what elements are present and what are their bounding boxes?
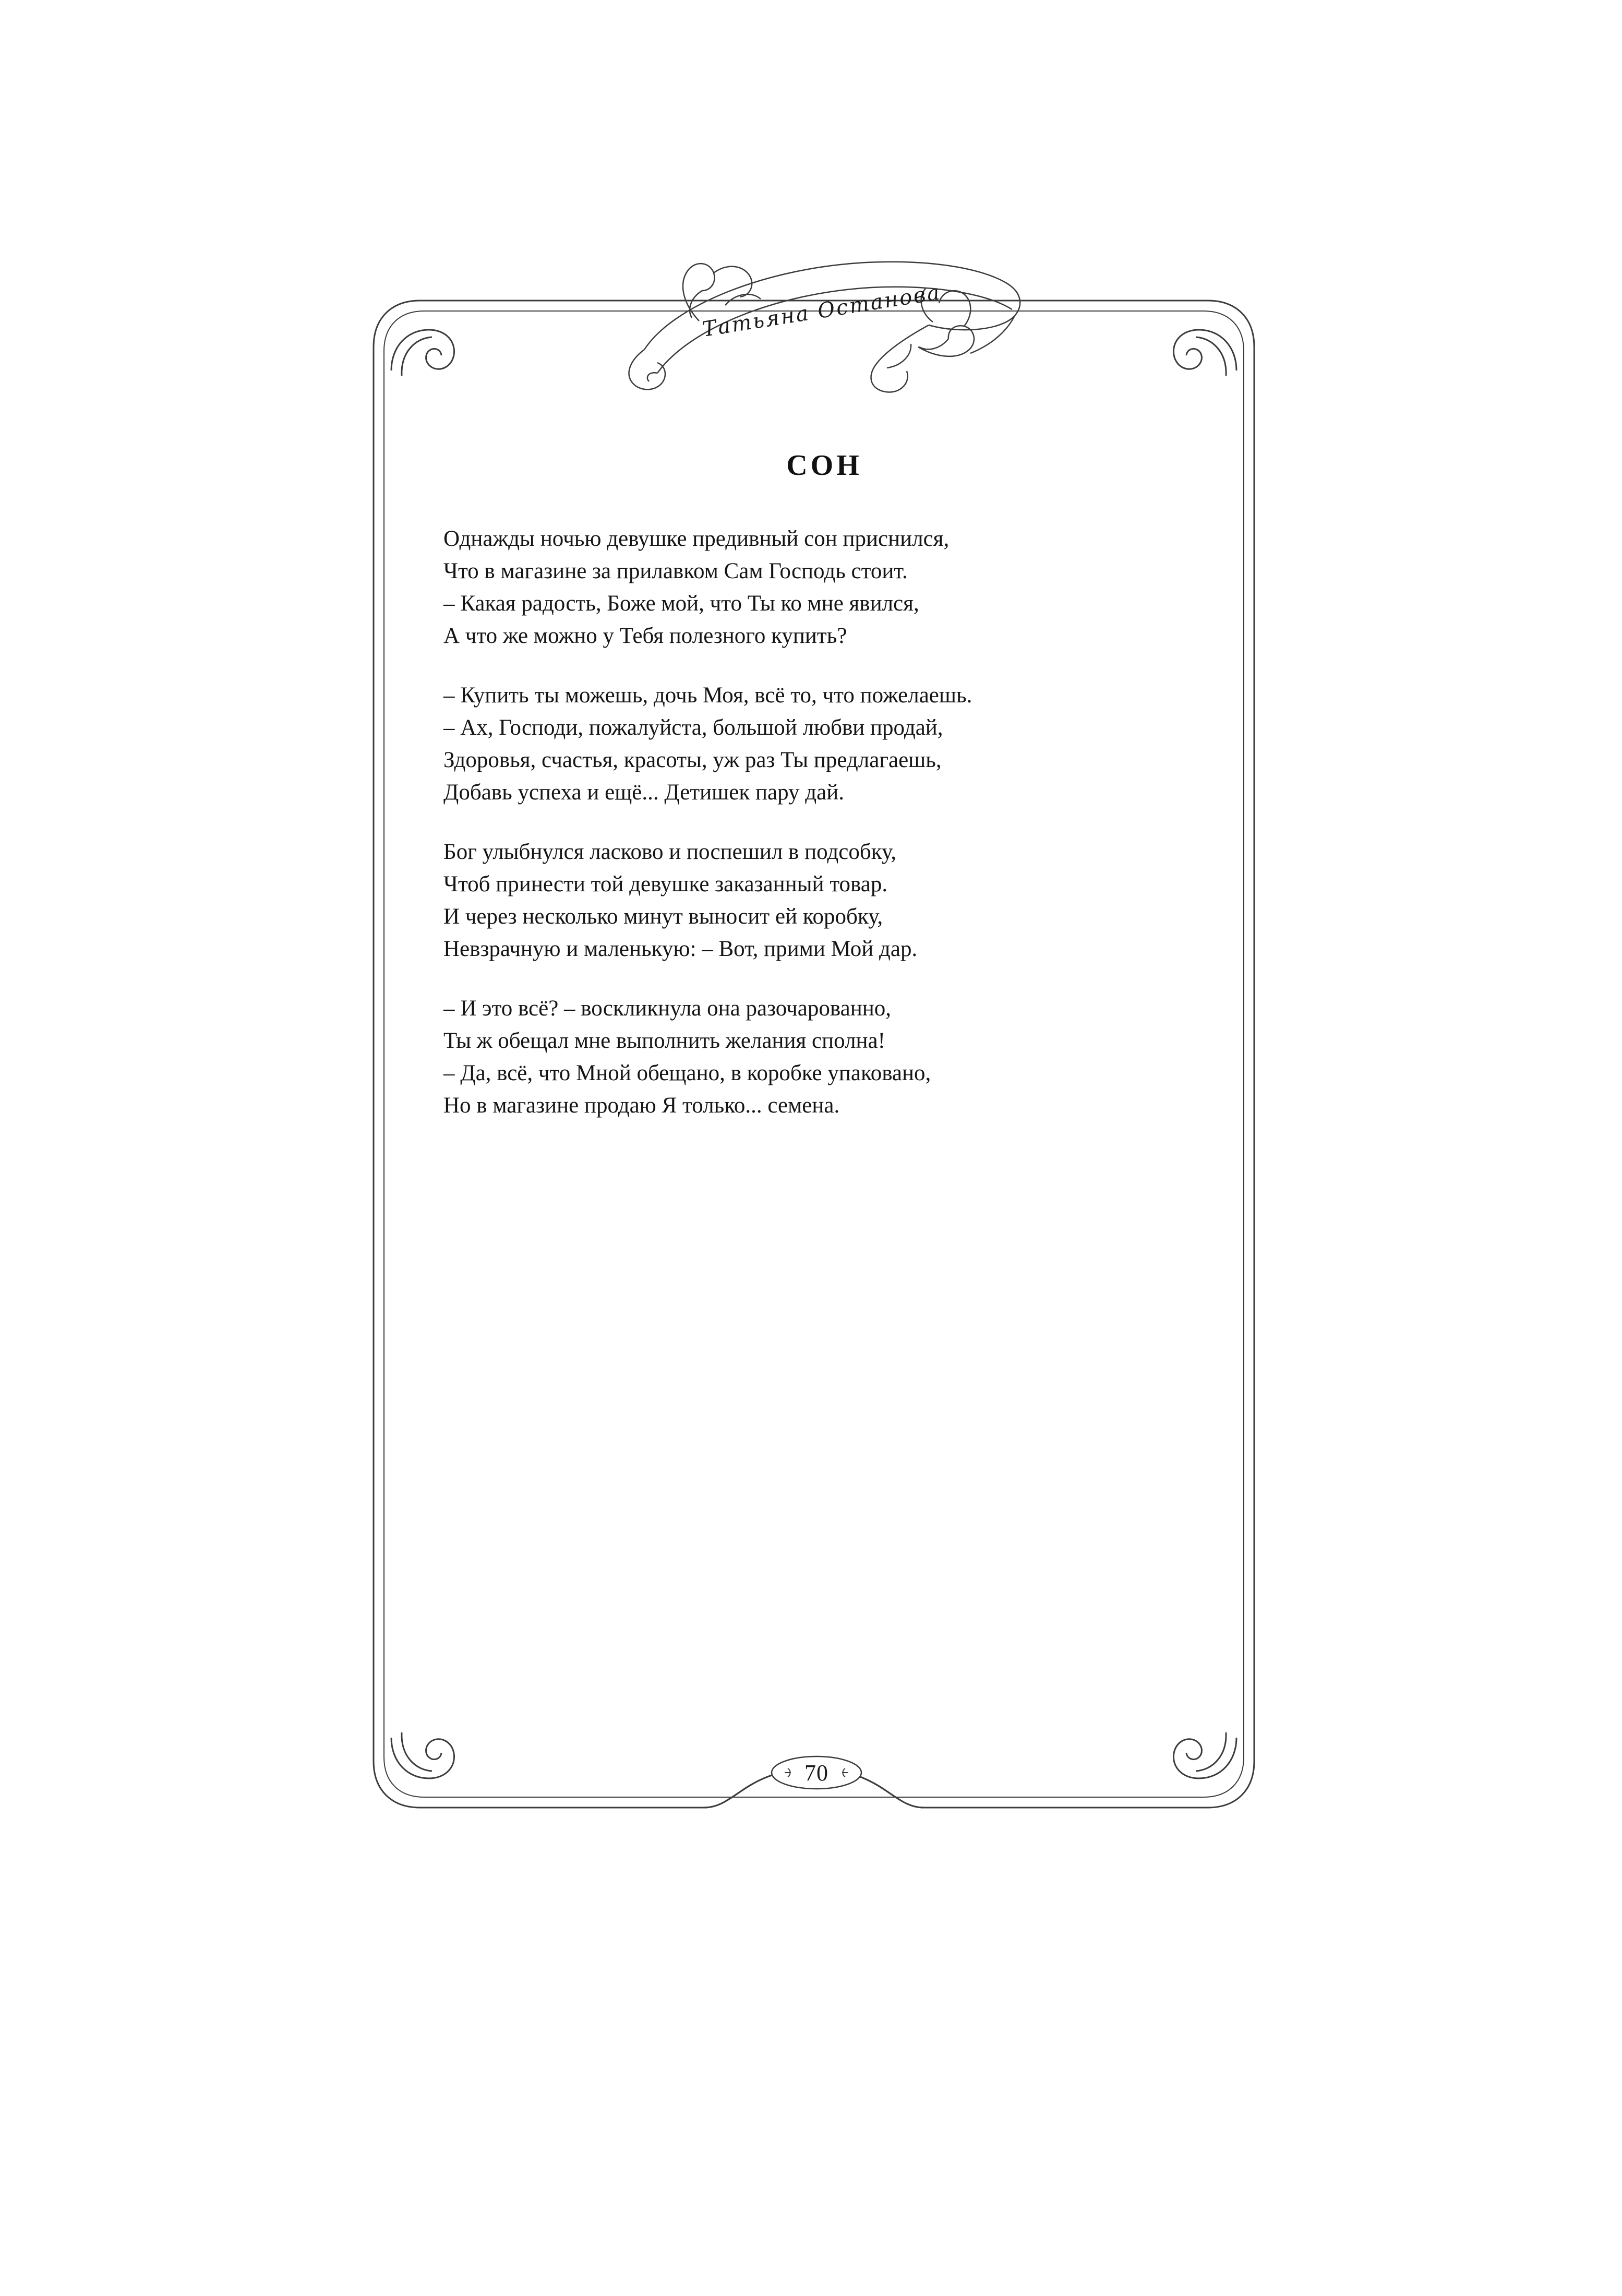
- poem-line: Что в магазине за прилавком Сам Господь стоит.: [443, 559, 908, 583]
- poem-stanza: [428, 992, 1205, 1122]
- poem-line: Чтоб принести той девушке заказанный товар.: [443, 872, 888, 896]
- page-title: СОН: [786, 449, 862, 482]
- poem-line: Но в магазине продаю Я только... семена.: [443, 1093, 840, 1118]
- poem-line: – Ах, Господи, пожалуйста, большой любви продай,: [443, 715, 943, 740]
- poem-line: Здоровья, счастья, красоты, уж раз Ты предлагаешь,: [443, 748, 942, 772]
- author-name: Татьяна Останова: [701, 280, 943, 342]
- poem-line: А что же можно у Тебя полезного купить?: [443, 624, 847, 648]
- poem-line: Невзрачную и маленькую: – Вот, прими Мой дар.: [443, 937, 918, 961]
- poem-line: – Купить ты можешь, дочь Моя, всё то, что пожелаешь.: [443, 683, 972, 708]
- poem-line: – И это всё? – воскликнула она разочарованно,: [443, 996, 891, 1021]
- page-number: 70: [804, 1760, 828, 1786]
- poem-line: – Да, всё, что Мной обещано, в коробке упаковано,: [443, 1061, 931, 1085]
- poem-line: И через несколько минут выносит ей коробку,: [443, 904, 883, 929]
- poem-stanza: [428, 836, 1205, 965]
- poem-line: Добавь успеха и ещё... Детишек пару дай.: [443, 780, 844, 805]
- poem-content: [428, 449, 1205, 1122]
- poem-stanza: [428, 679, 1205, 809]
- poem-line: Ты ж обещал мне выполнить желания сполна!: [443, 1029, 885, 1053]
- poem-line: Однажды ночью девушке предивный сон приснился,: [443, 527, 950, 551]
- poem-line: Бог улыбнулся ласково и поспешил в подсобку,: [443, 840, 896, 864]
- poem-stanza: [428, 523, 1205, 652]
- page-number-badge: [767, 1752, 866, 1793]
- poem-line: – Какая радость, Боже мой, что Ты ко мне явился,: [443, 591, 919, 616]
